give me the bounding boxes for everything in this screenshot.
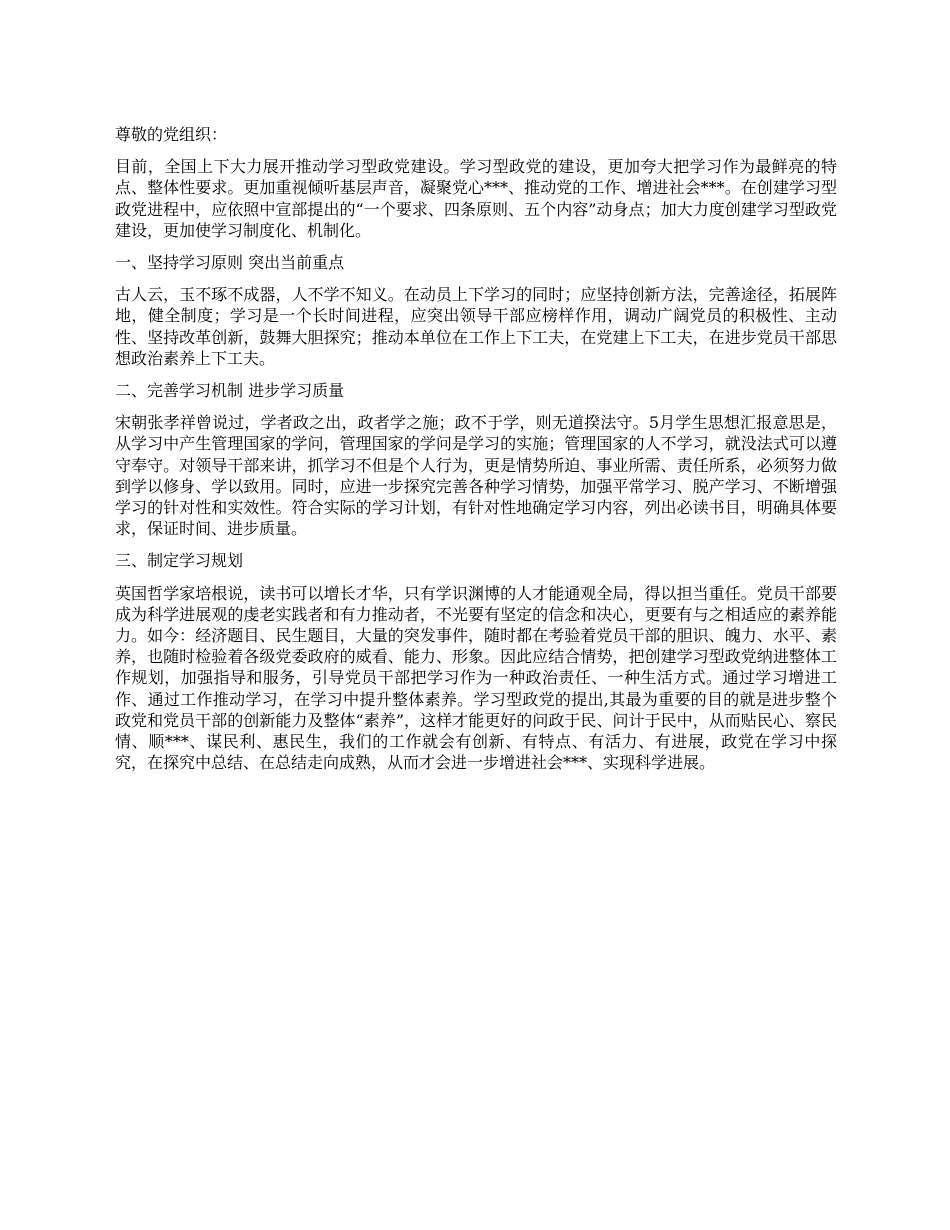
section-body-2: 宋朝张孝祥曾说过，学者政之出，政者学之施；政不于学，则无道揆法守。5月学生思想汇报意思是，从学习中产生管理国家的学问，管理国家的学问是学习的实施；管理国家的人不学习，就没法式可以遵守奉守。对领导干部来讲，抓学习不但是个人行为，更是情势所迫、事业所需、责任所系，必须努力做到学以修身、学以致用。同时，应进一步探究完善各种学习情势，加强平常学习、脱产学习、不断增强学习的针对性和实效性。符合实际的学习计划，有针对性地确定学习内容，列出必读书目，明确具体要求，保证时间、进步质量。 <box>115 413 837 539</box>
document-page <box>115 124 837 784</box>
section-heading-3: 三、制定学习规划 <box>115 551 244 571</box>
section-body-3: 英国哲学家培根说，读书可以增长才华，只有学识渊博的人才能通观全局，得以担当重任。党员干部要成为科学进展观的虔老实践者和有力推动者，不光要有坚定的信念和决心，更要有与之相适应的素养能力。如今：经济题目、民生题目，大量的突发事件，随时都在考验着党员干部的胆识、魄力、水平、素养，也随时检验着各级党委政府的威看、能力、形象。因此应结合情势，把创建学习型政党纳进整体工作规划，加强指导和服务，引导党员干部把学习作为一种政治责任、一种生活方式。通过学习增进工作、通过工作推动学习，在学习中提升整体素养。学习型政党的提出,其最为重要的目的就是进步整个政党和党员干部的创新能力及整体“素养”，这样才能更好的问政于民、问计于民中，从而贴民心、察民情、顺***、谋民利、惠民生，我们的工作就会有创新、有特点、有活力、有进展，政党在学习中探究，在探究中总结、在总结走向成熟，从而才会进一步增进社会***、实现科学进展。 <box>115 583 837 773</box>
section-body-1: 古人云，玉不琢不成器，人不学不知义。在动员上下学习的同时；应坚持创新方法，完善途径，拓展阵地，健全制度；学习是一个长时间进程，应突出领导干部应榜样作用，调动广阔党员的积极性、主动性、坚持改革创新，鼓舞大胆探究；推动本单位在工作上下工夫，在党建上下工夫，在进步党员干部思想政治素养上下工夫。 <box>115 285 837 368</box>
section-heading-1: 一、坚持学习原则 突出当前重点 <box>115 253 345 273</box>
section-heading-2: 二、完善学习机制 进步学习质量 <box>115 381 345 401</box>
salutation: 尊敬的党组织： <box>115 125 228 144</box>
intro-paragraph: 目前，全国上下大力展开推动学习型政党建设。学习型政党的建设，更加夸大把学习作为最鲜亮的特点、整体性要求。更加重视倾听基层声音，凝聚党心***、推动党的工作、增进社会***。在创建学习型政党进程中，应依照中宣部提出的“一个要求、四条原则、五个内容”动身点；加大力度创建学习型政党建设，更加使学习制度化、机制化。 <box>115 157 837 240</box>
